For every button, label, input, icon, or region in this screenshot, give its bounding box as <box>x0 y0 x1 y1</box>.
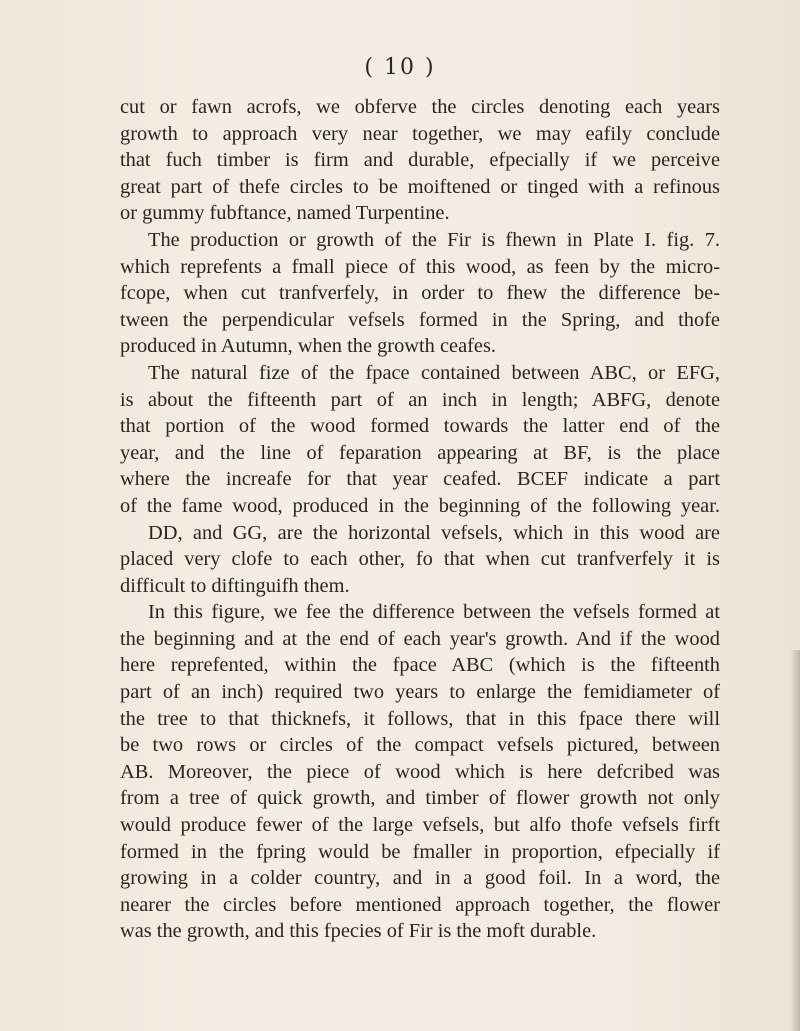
text-line: where the increafe for that year ceafed. BCEF indicate a part <box>120 468 720 491</box>
text-line: fcope, when cut tranfverfely, in order to fhew the difference be- <box>120 282 720 305</box>
text-line: The natural fize of the fpace contained between ABC, or EFG, <box>148 361 720 384</box>
text-line: DD, and GG, are the horizontal vefsels, which in this wood are <box>148 521 720 544</box>
text-line: growing in a colder country, and in a good foil. In a word, the <box>120 867 720 890</box>
text-line: from a tree of quick growth, and timber of flower growth not only <box>120 787 720 810</box>
text-line: the beginning and at the end of each year's growth. And if the wood <box>120 627 720 650</box>
page-number: ( 10 ) <box>364 55 436 80</box>
text-line: placed very clofe to each other, fo that when cut tranfverfely it is <box>120 548 720 571</box>
text-line: AB. Moreover, the piece of wood which is here defcribed was <box>120 760 720 783</box>
text-line: of the fame wood, produced in the beginning of the following year. <box>120 494 720 517</box>
text-line: would produce fewer of the large vefsels, but alfo thofe vefsels firft <box>120 814 720 837</box>
page-edge-shadow <box>790 650 800 1031</box>
text-line: the tree to that thicknefs, it follows, that in this fpace there will <box>120 707 720 730</box>
text-line: The production or growth of the Fir is fhewn in Plate I. fig. 7. <box>148 228 720 251</box>
text-line: great part of thefe circles to be moiftened or tinged with a refinous <box>120 175 720 198</box>
text-line: produced in Autumn, when the growth ceafes. <box>120 335 496 358</box>
text-line: or gummy fubftance, named Turpentine. <box>120 202 450 225</box>
text-line: be two rows or circles of the compact vefsels pictured, between <box>120 734 720 757</box>
text-line: is about the fifteenth part of an inch in length; ABFG, denote <box>120 388 720 411</box>
text-line: nearer the circles before mentioned approach together, the flower <box>120 893 720 916</box>
text-line: In this figure, we fee the difference between the vefsels formed at <box>148 601 720 624</box>
text-line: year, and the line of feparation appearing at BF, is the place <box>120 441 720 464</box>
body-text <box>120 94 720 945</box>
text-line: growth to approach very near together, we may eafily conclude <box>120 122 720 145</box>
text-line: was the growth, and this fpecies of Fir is the moft durable. <box>120 920 597 943</box>
text-line: formed in the fpring would be fmaller in proportion, efpecially if <box>120 840 720 863</box>
text-line: that fuch timber is firm and durable, efpecially if we perceive <box>120 149 720 172</box>
text-line: which reprefents a fmall piece of this wood, as feen by the micro- <box>120 255 720 278</box>
text-line: part of an inch) required two years to enlarge the femidiameter of <box>120 681 720 704</box>
text-line: here reprefented, within the fpace ABC (which is the fifteenth <box>120 654 720 677</box>
text-line: that portion of the wood formed towards the latter end of the <box>120 415 720 438</box>
text-line: difficult to diftinguifh them. <box>120 574 350 597</box>
text-line: cut or fawn acrofs, we obferve the circles denoting each years <box>120 96 720 118</box>
text-line: tween the perpendicular vefsels formed in the Spring, and thofe <box>120 308 720 331</box>
